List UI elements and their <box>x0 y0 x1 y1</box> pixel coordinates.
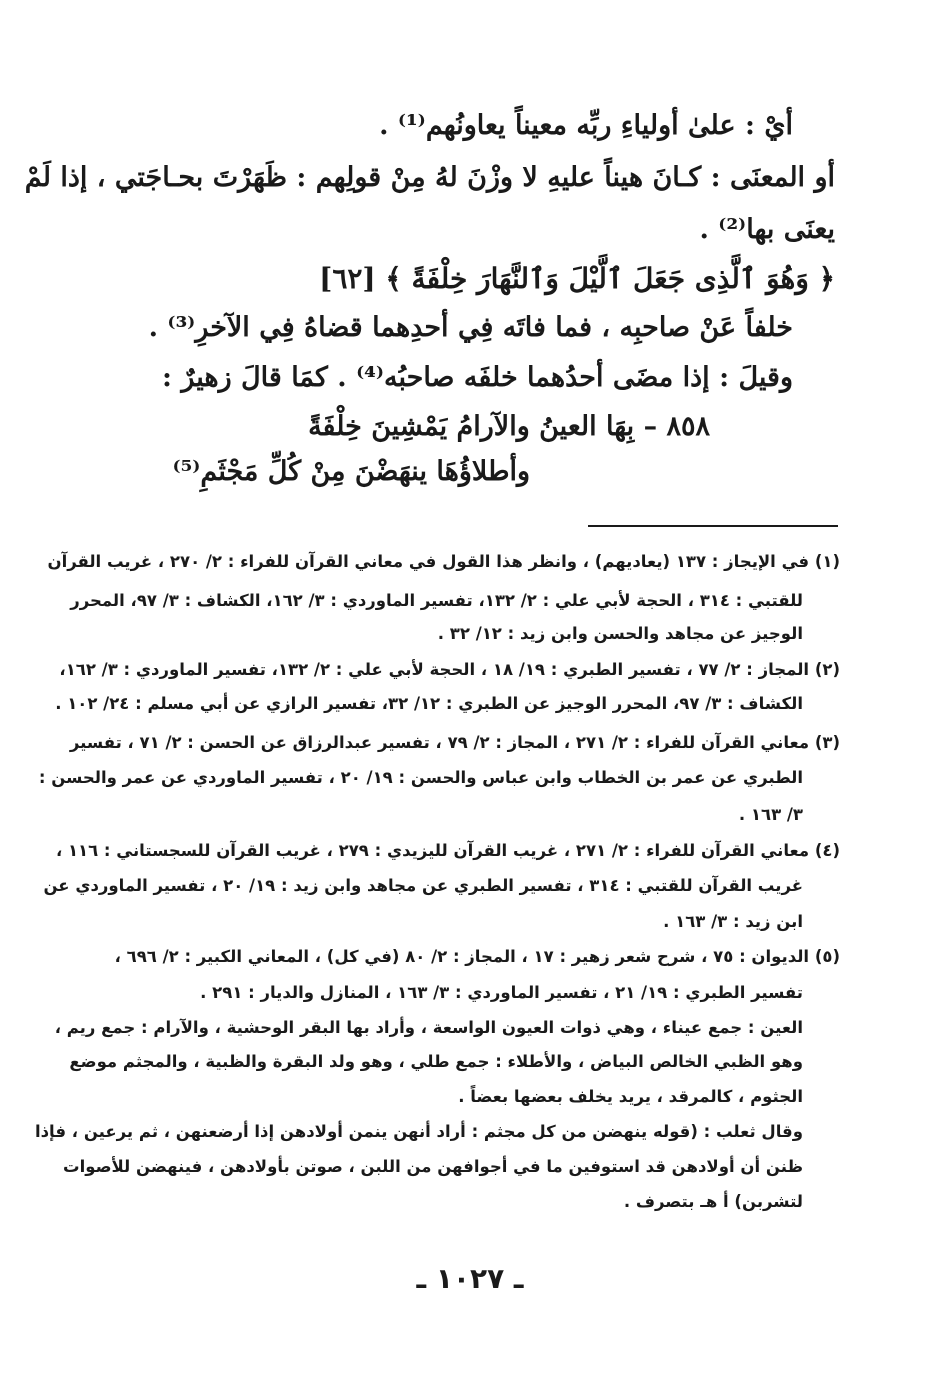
main-text-line: وقيلَ : إذا مضَى أحدُهما خلفَه صاحبُه⁽⁴⁾ . كمَا قالَ زهيرٌ : <box>161 362 793 393</box>
footnote-5-line: تفسير الطبري : ١٩/ ٢١ ، تفسير الماوردي : ٣/ ١٦٣ ، المنازل والديار : ٢٩١ . <box>200 983 803 1002</box>
footnote-5-gloss: وقال ثعلب : (قوله ينهضن من كل مجثم : أراد أنهن ينمن أولادهن إذا أرضعنهن ، ثم يرعين ، فإذا <box>34 1122 803 1141</box>
footnote-4-line: غريب القرآن للقتبي : ٣١٤ ، تفسير الطبري عن مجاهد وابن زيد : ١٩/ ٢٠ ، تفسير الماوردي عن <box>43 876 803 895</box>
footnote-5-gloss: الجثوم ، كالمرقد ، يريد يخلف بعضها بعضاً . <box>458 1087 803 1106</box>
footnote-5-gloss: لتشربن) أ هـ بتصرف . <box>623 1192 803 1211</box>
footnote-5-gloss: العين : جمع عيناء ، وهي ذوات العيون الواسعة ، وأراد بها البقر الوحشية ، والآرام : جمع ريم ، <box>54 1018 803 1037</box>
main-text-line: أيْ : علىٰ أولياءِ ربِّه معيناً يعاونُهم⁽¹⁾ . <box>379 110 793 141</box>
footnote-2: (٢) المجاز : ٢/ ٧٧ ، تفسير الطبري : ١٩/ ١٨ ، الحجة لأبي علي : ٢/ ١٣٢، تفسير الماوردي : ٣/ ١٦٢، <box>59 660 840 679</box>
footnote-4: (٤) معاني القرآن للفراء : ٢/ ٢٧١ ، غريب القرآن لليزيدي : ٢٧٩ ، غريب القرآن للسجستاني : ١١٦ ، <box>55 841 840 860</box>
footnote-4-line: ابن زيد : ٣/ ١٦٣ . <box>663 912 803 931</box>
footnote-2-line: الكشاف : ٣/ ٩٧، المحرر الوجيز عن الطبري : ١٢/ ٣٢، تفسير الرازي عن أبي مسلم : ٢٤/ ١٠٢ . <box>55 694 803 713</box>
footnote-3-line: الطبري عن عمر بن الخطاب وابن عباس والحسن : ١٩/ ٢٠ ، تفسير الماوردي عن عمر والحسن : <box>38 768 803 787</box>
footnote-5-gloss: وهو الظبي الخالص البياض ، والأطلاء : جمع طلي ، وهو ولد البقرة والظبية ، والمجثم موضع <box>69 1052 803 1071</box>
footnote-1-line: للقتبي : ٣١٤ ، الحجة لأبي علي : ٢/ ١٣٢، تفسير الماوردي : ٣/ ١٦٢، الكشاف : ٣/ ٩٧، المحرر <box>70 591 803 610</box>
footnote-3-line: ٣/ ١٦٣ . <box>738 805 803 824</box>
page-number: ـ ١٠٢٧ ـ <box>416 1262 524 1295</box>
footnote-5-gloss: ظنن أن أولادهن قد استوفين ما في أجوافهن من اللبن ، صوتن بأولادهن ، فينهضن للأصوات <box>63 1157 803 1176</box>
poem-verse-second-half: وأطلاؤُهَا ينهَضْنَ مِنْ كُلِّ مَجْثَمِ⁽⁵⁾ <box>172 456 530 487</box>
footnote-1-line: الوجيز عن مجاهد والحسن وابن زيد : ١٢/ ٣٢ . <box>437 624 803 643</box>
footnote-1: (١) في الإيجاز : ١٣٧ (يعاديهم) ، وانظر هذا القول في معاني القرآن للفراء : ٢/ ٢٧٠ ، غريب القرآن <box>47 552 840 571</box>
quran-verse: ﴿ وَهُوَ ٱلَّذِى جَعَلَ ٱلَّيْلَ وَٱلنَّهَارَ خِلْفَةً ﴾ [٦٢] <box>319 262 835 295</box>
footnote-3: (٣) معاني القرآن للفراء : ٢/ ٢٧١ ، المجاز : ٢/ ٧٩ ، تفسير عبدالرزاق عن الحسن : ٢/ ٧١ ، تفسير <box>69 733 840 752</box>
main-text-line: أو المعنَى : كـانَ هيناً عليهِ لا وزْنَ لهُ مِنْ قولِهم : ظَهَرْتَ بحـاجَتي ، إذا لَمْ <box>24 162 835 193</box>
main-text-line: خلفاً عَنْ صاحبِه ، فما فاتَه فِي أحدِهما قضاهُ فِي الآخرِ⁽³⁾ . <box>148 312 793 343</box>
poem-verse-first-half: ٨٥٨ – بِهَا العينُ والآرامُ يَمْشِينَ خِلْفَةً <box>308 411 710 442</box>
main-text-line: يعنَى بها⁽²⁾ . <box>699 214 835 245</box>
footnote-separator <box>588 525 838 527</box>
footnote-5: (٥) الديوان : ٧٥ ، شرح شعر زهير : ١٧ ، المجاز : ٢/ ٨٠ (في كل) ، المعاني الكبير : ٢/ ٦٩٦ ، <box>114 947 840 966</box>
